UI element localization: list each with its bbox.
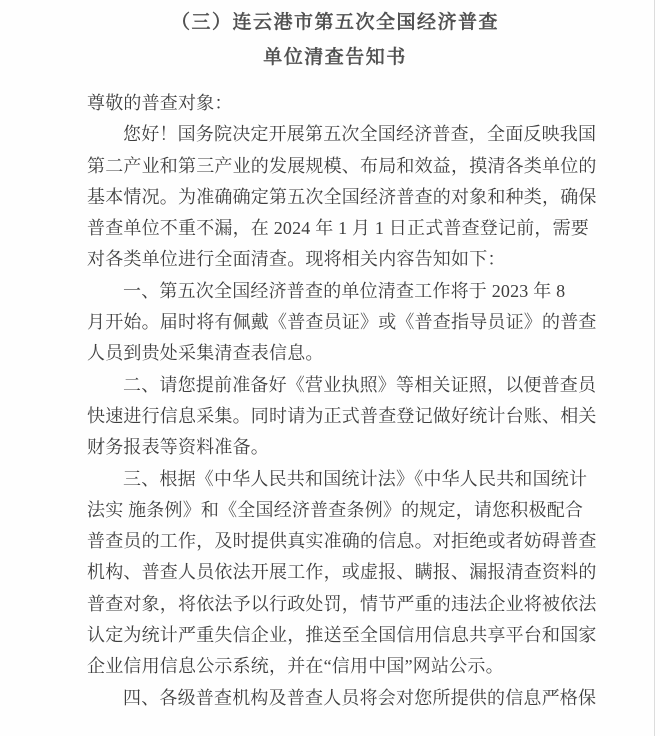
text-line: 月开始。届时将有佩戴《普查员证》或《普查指导员证》的普查 [87, 312, 597, 333]
document-title-line-1: （三）连云港市第五次全国经济普查 [170, 12, 499, 33]
text-line: 四、各级普查机构及普查人员将会对您所提供的信息严格保 [123, 687, 597, 708]
salutation: 尊敬的普查对象： [87, 93, 233, 113]
document-body-lines [87, 119, 597, 714]
text-line: 机构、普查人员依法开展工作，或虚报、瞒报、漏报清查资料的 [87, 562, 597, 583]
text-line: 您好！国务院决定开展第五次全国经济普查，全面反映我国 [123, 124, 597, 145]
text-line: 财务报表等资料准备。 [87, 437, 269, 458]
text-line: 快速进行信息采集。同时请为正式普查登记做好统计台账、相关 [87, 405, 597, 426]
text-line: 二、请您提前准备好《营业执照》等相关证照，以便普查员 [123, 374, 597, 395]
text-line: 三、根据《中华人民共和国统计法》《中华人民共和国统计 [123, 468, 588, 489]
text-line: 普查单位不重不漏，在 2024 年 1 月 1 日正式普查登记前，需要 [87, 218, 589, 239]
document-title [70, 5, 600, 75]
document-title-line-2: 单位清查告知书 [263, 47, 407, 68]
text-line: 认定为统计严重失信企业，推送至全国信用信息共享平台和国家 [87, 625, 597, 646]
text-line: 法实 施条例》和《全国经济普查条例》的规定，请您积极配合 [87, 499, 584, 520]
page-edge-line [654, 0, 655, 736]
document-body [87, 88, 597, 714]
text-line: 一、第五次全国经济普查的单位清查工作将于 2023 年 8 [123, 280, 566, 301]
text-line: 人员到贵处采集清查表信息。 [87, 343, 324, 364]
text-line: 基本情况。为准确确定第五次全国经济普查的对象和种类，确保 [87, 186, 597, 207]
text-line: 企业信用信息公示系统，并在“信用中国”网站公示。 [87, 656, 504, 677]
text-line: 普查对象，将依法予以行政处罚，情节严重的违法企业将被依法 [87, 593, 597, 614]
text-line: 第二产业和第三产业的发展规模、布局和效益，摸清各类单位的 [87, 155, 597, 176]
text-line: 普查员的工作，及时提供真实准确的信息。对拒绝或者妨碍普查 [87, 531, 597, 552]
text-line: 对各类单位进行全面清查。现将相关内容告知如下： [87, 249, 506, 270]
